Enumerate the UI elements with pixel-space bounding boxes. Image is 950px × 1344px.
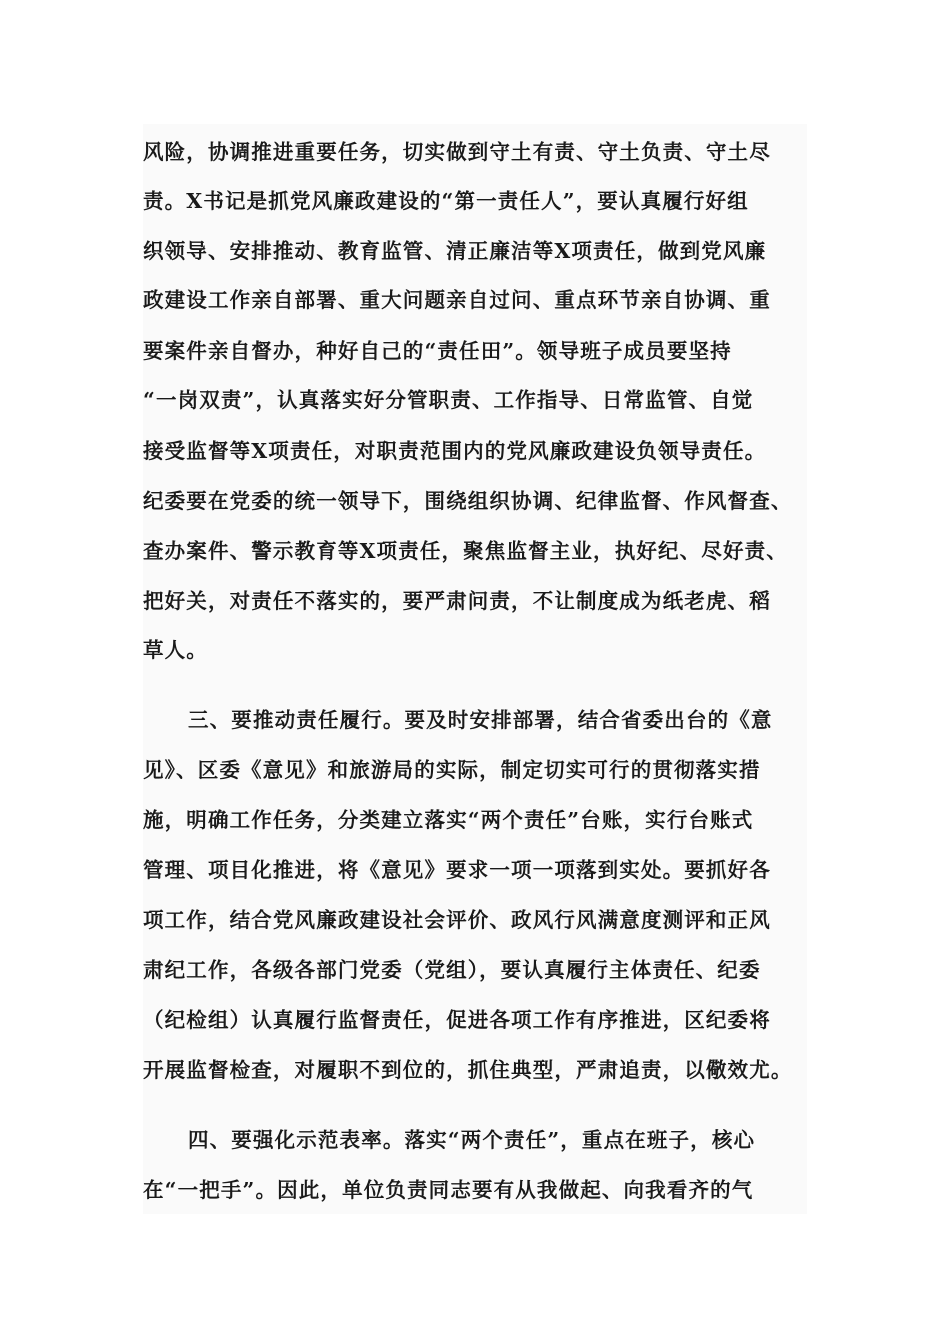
body-line: 责。X书记是抓党风廉政建设的“第一责任人”，要认真履行好组	[143, 189, 749, 213]
body-line: 管理、项目化推进，将《意见》要求一项一项落到实处。要抓好各	[143, 858, 771, 882]
body-line: 政建设工作亲自部署、重大问题亲自过问、重点环节亲自协调、重	[143, 288, 771, 312]
body-line: 施，明确工作任务，分类建立落实“两个责任”台账，实行台账式	[143, 808, 754, 832]
body-line: 要案件亲自督办，种好自己的“责任田”。领导班子成员要坚持	[143, 339, 732, 363]
body-line: 纪委要在党委的统一领导下，围绕组织协调、纪律监督、作风督查、	[143, 489, 793, 513]
paragraph-heading-four: 四、要强化示范表率。落实“两个责任”，重点在班子，核心	[188, 1128, 756, 1152]
body-line: “一岗双责”，认真落实好分管职责、工作指导、日常监管、自觉	[143, 388, 754, 412]
paragraph-heading-three: 三、要推动责任履行。要及时安排部署，结合省委出台的《意	[188, 708, 773, 732]
body-line: 在“一把手”。因此，单位负责同志要有从我做起、向我看齐的气	[143, 1178, 754, 1202]
body-line: 把好关，对责任不落实的，要严肃问责，不让制度成为纸老虎、稻	[143, 589, 771, 613]
body-line: 开展监督检查，对履职不到位的，抓住典型，严肃追责，以儆效尤。	[143, 1058, 793, 1082]
body-line: （纪检组）认真履行监督责任，促进各项工作有序推进，区纪委将	[143, 1008, 771, 1032]
body-line: 见》、区委《意见》和旅游局的实际，制定切实可行的贯彻落实措	[143, 758, 761, 782]
body-line: 草人。	[143, 638, 208, 662]
body-line: 肃纪工作，各级各部门党委（党组），要认真履行主体责任、纪委	[143, 958, 761, 982]
body-line: 接受监督等X项责任，对职责范围内的党风廉政建设负领导责任。	[143, 439, 767, 463]
body-line: 织领导、安排推动、教育监管、清正廉洁等X项责任，做到党风廉	[143, 239, 767, 263]
body-line: 风险，协调推进重要任务，切实做到守土有责、守土负责、守土尽	[143, 140, 771, 164]
body-line: 项工作，结合党风廉政建设社会评价、政风行风满意度测评和正风	[143, 908, 771, 932]
body-line: 查办案件、警示教育等X项责任，聚焦监督主业，执好纪、尽好责、	[143, 539, 788, 563]
